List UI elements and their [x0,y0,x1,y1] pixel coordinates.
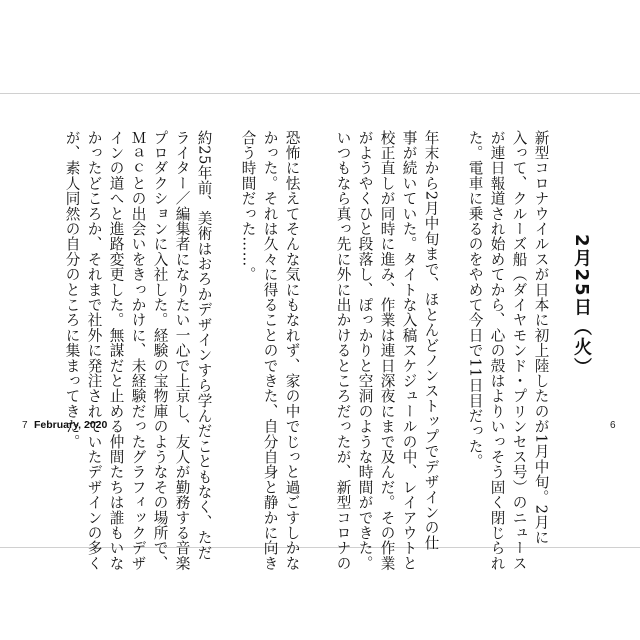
left-page-line: 恐怖に怯えてそんな気にもなれず、家の中でじっと過ごすしかな [283,130,301,571]
left-page-line: 約25年前、美術はおろかデザインすら学んだこともなく、ただ [195,130,213,561]
left-page-line: 合う時間だった……。 [239,130,257,282]
running-head: February, 2020 [34,419,108,431]
right-page-line: た。電車に乗るのをやめて今日で11日目だった。 [466,130,484,469]
right-page-line: が連日報道され始めてから、心の殻はよりいっそう固く閉じられ [488,130,506,571]
book-spread [0,93,640,571]
right-page-line: 事が続いていた。タイトな入稿スケジュールの中、レイアウトと [400,130,418,571]
left-page-line: かったどころか、それまで社外に発注されていたデザインの多く [85,130,103,571]
right-page-line: 校正直しが同時に進み、作業は連日深夜にまで及んだ。その作業 [378,130,396,571]
left-page-line: ライター／編集者になりたい一心で上京し、友人が勤務する音楽 [173,130,191,571]
right-page-number: 6 [610,420,616,431]
right-page-line: 新型コロナウイルスが日本に初上陸したのが1月中旬。2月に [532,130,550,545]
right-page-line: いつもなら真っ先に外に出かけるところだったが、新型コロナの [334,130,352,571]
right-page-line: 入って、クルーズ船（ダイヤモンド・プリンセス号）のニュース [510,130,528,571]
right-page-line: がようやくひと段落し、ぽっかりと空洞のような時間ができた。 [356,130,374,571]
date-heading: 2月25日（火） [571,234,592,378]
left-page-line: Ｍａｃとの出会いをきっかけに、未経験だったグラフィックデザ [129,130,147,571]
left-page-number: 7 [22,420,28,431]
left-page-line: が、素人同然の自分のところに集まってきた。 [63,130,81,450]
left-page-line: インの道へと進路変更した。無謀だと止める仲間たちは誰もいな [107,130,125,571]
left-page-line: かった。それは久々に得ることのできた、自分自身と静かに向き [261,130,279,571]
left-page-line: プロダクションに入社した。経験の宝物庫のようなその場所で、 [151,130,169,571]
right-page-line: 年末から2月中旬まで、ほとんどノンストップでデザインの仕 [422,130,440,551]
